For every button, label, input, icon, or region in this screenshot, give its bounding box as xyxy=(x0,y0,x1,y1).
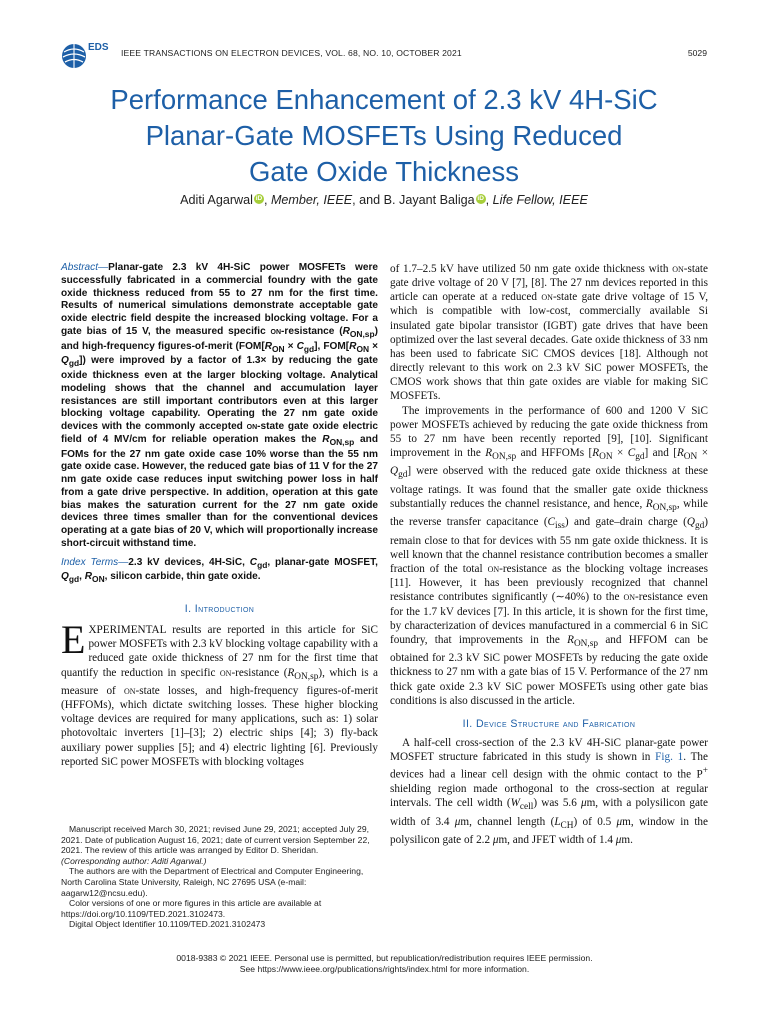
abstract: Abstract—Planar-gate 2.3 kV 4H-SiC power MOSFETs were successfully fabricated in a commercial foundry with the gate oxide thickness reduced from 55 to 27 nm for the first time. Results of numerical simulations demonstrate acceptable gate oxide electric field despite the increased blocking voltage. For a gate bias of 15 V, the measured specific on-resistance $(R_{ON,sp})$ and high-frequency figures-of-merit ($FOM[R_{ON} \times C_{gd}]$, $FOM[R_{ON} \times Q_{gd}]$) were improved by a factor of 1.3× by reducing the gate oxide thickness even at the larger blocking voltage. Analytical modeling shows that the channel and accumulation layer resistances are still important contributors even at this larger blocking voltage capability. Operating the 27 nm gate oxide devices with the commonly accepted on-state gate oxide electric field of 4 MV/cm for reliable operation makes the $R_{ON,sp}$ and FOMs for the 27 nm gate oxide case 10% worse than the 55 nm gate oxide case. However, the reduced gate bias of 11 V for the 27 nm gate oxide case reduces input switching power loss in half from a gate drive perspective. In addition, operation at this gate bias makes the saturation current for the 27 nm gate oxide devices three times smaller than for the conventional devices operating at a gate bias of 20 V, which will proportionally increase short-circuit withstand time. xyxy=(61,262,379,549)
footnote: Manuscript received March 30, 2021; revised June 29, 2021; accepted July 29, 2021. Date of publication August 16, 2021; date of current version September 22, 2021. The review of this article was arranged by Editor D. Sheridan. (Corresponding author: Aditi Agarwal.) The authors are with the Department of Electrical and Computer Engineering, North Carolina State University, Raleigh, NC 27695 USA (e-mail: aagarw12@ncsu.edu). Color versions of one or more figures in this article are available at https://doi.org/10.1109/TED.2021.3102473. Digital Object Identifier 10.1109/TED.2021.3102473 xyxy=(61,824,378,930)
journal-line: IEEE TRANSACTIONS ON ELECTRON DEVICES, VOL. 68, NO. 10, OCTOBER 2021 xyxy=(121,48,462,58)
title-line-1: Performance Enhancement of 2.3 kV 4H-SiC xyxy=(110,84,658,115)
device-structure-text: A half-cell cross-section of the 2.3 kV 4H-SiC planar-gate power MOSFET structure fabricated in this study is shown in Fig. 1. The devices had a linear cell design with the ohmic contact to the P+ shielding region made orthogonal to the cross-section at regular intervals. The cell width $(W_{cell})$ was 5.6 μm, with a polysilicon gate width of 3.4 μm, channel length $(L_{CH})$ of 0.5 μm, window in the polysilicon gate of 2.2 μm, and JFET width of 1.4 μm. xyxy=(390,736,708,846)
author-line: Aditi Agarwal iD , Member, IEEE, and B. Jayant Baliga iD , Life Fellow, IEEE xyxy=(180,193,588,207)
doi-line: Digital Object Identifier 10.1109/TED.2021.3102473 xyxy=(69,919,266,930)
page-header xyxy=(0,0,768,70)
left-column xyxy=(61,262,378,769)
drop-cap: E xyxy=(61,617,86,663)
author-conjunction: , and xyxy=(352,193,384,207)
author-1-role: Member, IEEE xyxy=(270,193,353,207)
index-terms-label: Index Terms— xyxy=(61,556,129,568)
copyright-line-2: See https://www.ieee.org/publications/rights/index.html for more information. xyxy=(239,964,530,974)
introduction-text: EXPERIMENTAL results are reported in this article for SiC power MOSFETs with 2.3 kV blocking voltage capability with a reduced gate oxide thickness of 27 nm for the first time that quantify the reduction in specific on-resistance $(R_{ON,sp})$, which is a measure of on-state losses, and high-frequency figures-of-merit (HFFOMs), which dictate switching losses. These higher blocking voltage devices are required for many applications, such as: 1) solar photovoltaic inverters [1]–[3]; 2) electric ships [4]; 3) fly-back auxiliary power supplies [5]; and 4) electric lighting [6]. Previously reported SiC power MOSFETs with blocking voltages xyxy=(61,617,378,768)
section-heading-device-structure: II. Device Structure and Fabrication xyxy=(462,717,636,730)
orcid-icon[interactable]: iD xyxy=(477,195,484,202)
copyright-notice xyxy=(61,953,708,975)
page-number: 5029 xyxy=(687,48,707,58)
copyright-line-1: 0018-9383 © 2021 IEEE. Personal use is permitted, but republication/redistribution requires IEEE permission. xyxy=(176,953,593,963)
author-2-role: Life Fellow, IEEE xyxy=(492,193,588,207)
author-1-name: Aditi Agarwal xyxy=(180,193,253,207)
abstract-label: Abstract— xyxy=(61,262,109,273)
orcid-icon[interactable]: iD xyxy=(255,195,263,202)
section-heading-introduction: I. Introduction xyxy=(184,603,255,616)
title-line-3: Gate Oxide Thickness xyxy=(248,156,520,187)
title-line-2: Planar-Gate MOSFETs Using Reduced xyxy=(145,120,623,151)
index-terms: Index Terms—2.3 kV devices, 4H-SiC, $C_{gd}$, planar-gate MOSFET, $Q_{gd}$, $R_{ON}$, silicon carbide, thin gate oxide. xyxy=(61,556,378,585)
introduction-continued-text: of 1.7–2.5 kV have utilized 50 nm gate oxide thickness with on-state gate drive voltage of 20 V [7], [8]. The 27 nm devices reported in this article can operate at a reduced on-state gate drive voltage of 15 V, which is compatible with low-cost, commercially available Si insulated gate bipolar transistor (IGBT) gate drives that have been optimized over the last several decades. Gate oxide thickness of 33 nm has been used to fabricate SiC CMOS devices [18]. Although not directly relevant to this work on 2.3 kV SiC power MOSFETs, the CMOS work shows that thin gate oxides are viable for making SiC MOSFETs. The improvements in the performance of 600 and 1200 V SiC power MOSFETs achieved by reducing the gate oxide thickness from 55 to 27 nm have been recently reported [9], [10]. Significant improvement in the $R_{ON,sp}$ and HFFOMs $[R_{ON} \times C_{gd}]$ and $[R_{ON} \times Q_{gd}]$ were observed with the reduced gate oxide thickness at these voltage ratings. It was found that the smaller gate oxide thickness substantially reduces the channel resistance, and hence, $R_{ON,sp}$, while the reverse transfer capacitance $(C_{iss})$ and gate–drain charge $(Q_{gd})$ remain close to that for devices with 55 nm gate oxide thickness. It is well known that the channel resistance contribution becomes a smaller fraction of the total on-resistance as the blocking voltage increases [11]. However, it has been previously recognized that channel resistance contributes significantly (∼40%) to the on-resistance even for the 1.7 kV devices [7]. In this article, it is shown for the first time, by characterization of devices manufactured in a commercial 6 in SiC foundry, that improvements in the $R_{ON,sp}$ and HFFOM can be obtained for 2.3 kV SiC power MOSFETs by reducing the gate oxide thickness to 27 nm with a gate bias of 15 V. Performance of the 27 nm thick gate oxide 2.3 kV SiC power MOSFETs using other gate bias conditions is also discussed in the article. xyxy=(390,263,709,707)
logo-text: EDS xyxy=(88,42,109,53)
right-column xyxy=(390,262,708,847)
author-2-name: B. Jayant Baliga xyxy=(383,193,475,207)
eds-logo-icon xyxy=(60,38,116,72)
figure-link[interactable]: Fig. 1 xyxy=(655,751,684,764)
paper-title xyxy=(60,82,708,190)
